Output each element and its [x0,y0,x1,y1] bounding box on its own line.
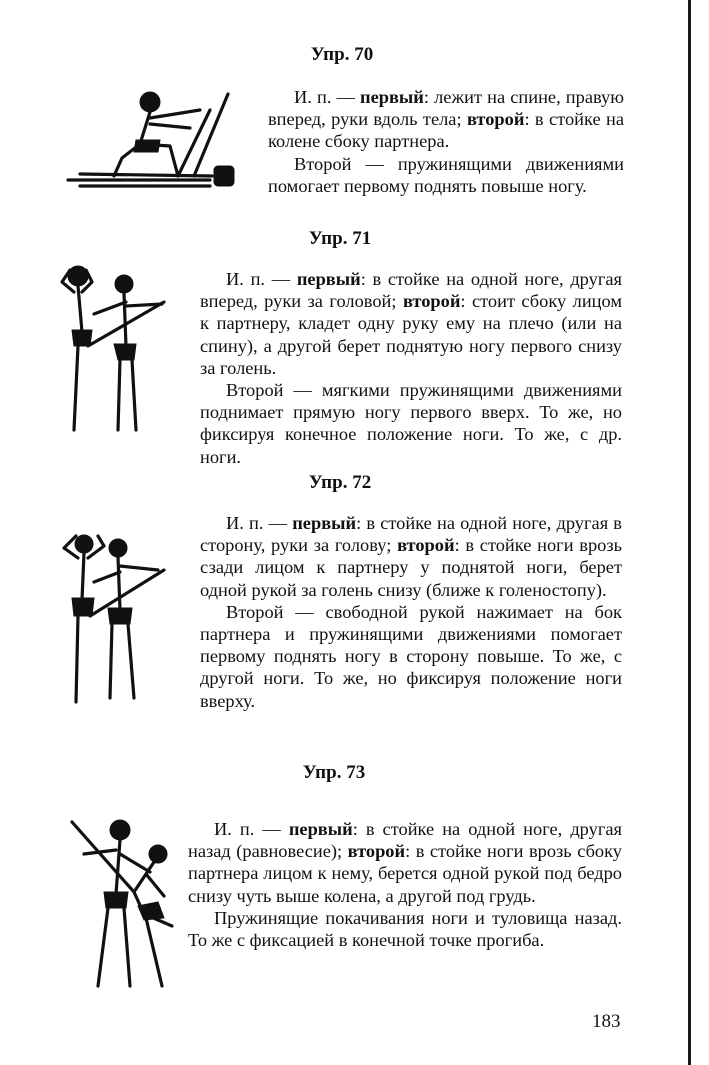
exercise-70-paragraph-2: Второй — пружинящими движениями помогает первому поднять повыше ногу. [268,153,624,196]
exercise-72-paragraph-2: Второй — свободной рукой нажимает на бок партнера и пружинящими движениями помогает первому поднять ногу в сторону повыше. То же, с другой ноги. То же, но фиксируя положение ноги вверху. [200,601,622,711]
exercise-73-paragraph-1: И. п. — первый: в стойке на одной ноге, другая назад (равновесие); второй: в стойке ноги врозь сбоку партнера лицом к нему, берется одной рукой под бедро снизу чуть выше колена, а другой под грудь. [188,819,622,906]
exercise-72-paragraph-1: И. п. — первый: в стойке на одной ноге, другая в сторону, руки за голову; второй: в стойке ноги врозь сзади лицом к партнеру у поднятой ноги, берет одной рукой за голень снизу (ближе к голеностопу). [200,513,622,600]
exercise-73-title: Упр. 73 [302,762,366,783]
exercise-73-illustration [54,814,184,992]
exercise-71-text [200,268,622,468]
exercise-72-title: Упр. 72 [308,472,372,493]
exercise-70-paragraph-1: И. п. — первый: лежит на спине, правую вперед, руки вдоль тела; второй: в стойке на колене сбоку партнера. [268,87,624,152]
exercise-71-paragraph-2: Второй — мягкими пружинящими движениями поднимает прямую ногу первого вверх. То же, но фиксируя конечное положение ноги. То же, с др. ноги. [200,380,622,467]
exercise-73-paragraph-2: Пружинящие покачивания ноги и туловища назад. То же с фиксацией в конечной точке прогиба. [188,907,622,951]
exercise-70-title: Упр. 70 [310,44,374,65]
exercise-71-illustration [44,262,184,434]
exercise-71-paragraph-1: И. п. — первый: в стойке на одной ноге, другая вперед, руки за головой; второй: стоит сбоку лицом к партнеру, кладет одну руку ему на плечо (или на спину), а другой берет поднятую ногу первого снизу за голень. [200,269,622,378]
exercise-72-text [200,512,622,712]
page-number: 183 [592,1011,621,1032]
exercise-70-illustration [60,88,240,200]
exercise-71-title: Упр. 71 [308,228,372,249]
page-edge-line [688,0,691,1065]
exercise-73-text [188,818,622,951]
exercise-70-text [268,86,624,197]
exercise-72-illustration [54,530,184,706]
